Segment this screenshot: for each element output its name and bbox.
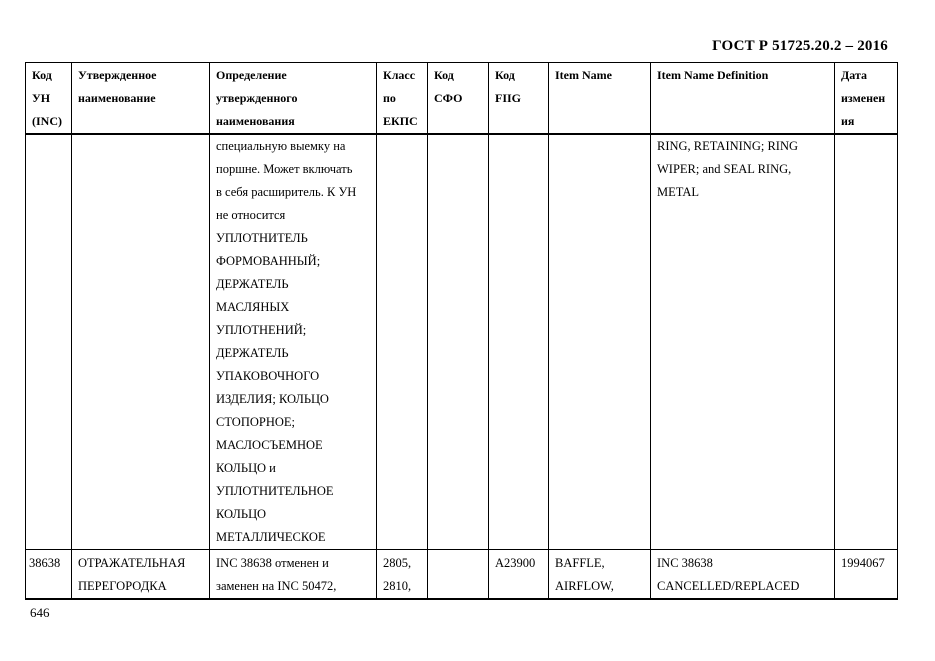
cell-class: 2805, 2810, (377, 550, 428, 600)
col-header-approved-name: Утвержденное наименование (72, 63, 210, 135)
cell-item-name (549, 134, 651, 550)
col-header-class: Класс по ЕКПС (377, 63, 428, 135)
table-header-row (26, 63, 898, 135)
col-header-item-name: Item Name (549, 63, 651, 135)
col-header-inc: Код УН (INC) (26, 63, 72, 135)
cell-sfo (428, 550, 489, 600)
cell-fiig (489, 134, 549, 550)
cell-class (377, 134, 428, 550)
col-header-definition: Определение утвержденного наименования (210, 63, 377, 135)
cell-date: 1994067 (835, 550, 898, 600)
col-header-sfo: Код СФО (428, 63, 489, 135)
cell-inc (26, 134, 72, 550)
cell-definition: INC 38638 отменен и заменен на INC 50472, (210, 550, 377, 600)
cell-inc: 38638 (26, 550, 72, 600)
document-code: ГОСТ Р 51725.20.2 – 2016 (712, 38, 888, 54)
col-header-item-name-definition: Item Name Definition (651, 63, 835, 135)
table-row (26, 134, 898, 550)
page-number: 646 (30, 605, 50, 620)
classification-table (25, 62, 898, 600)
cell-fiig: A23900 (489, 550, 549, 600)
cell-item-name-definition: INC 38638 CANCELLED/REPLACED (651, 550, 835, 600)
col-header-date: Дата изменен ия (835, 63, 898, 135)
cell-approved-name (72, 134, 210, 550)
cell-definition: специальную выемку на поршне. Может включать в себя расширитель. К УН не относится УПЛОТНИТЕЛЬ ФОРМОВАННЫЙ; ДЕРЖАТЕЛЬ МАСЛЯНЫХ УПЛОТНЕНИЙ; ДЕРЖАТЕЛЬ УПАКОВОЧНОГО ИЗДЕЛИЯ; КОЛЬЦО СТОПОРНОЕ; МАСЛОСЪЕМНОЕ КОЛЬЦО и УПЛОТНИТЕЛЬНОЕ КОЛЬЦО МЕТАЛЛИЧЕСКОЕ (210, 134, 377, 550)
col-header-fiig: Код FIIG (489, 63, 549, 135)
cell-item-name: BAFFLE, AIRFLOW, (549, 550, 651, 600)
cell-sfo (428, 134, 489, 550)
table-row (26, 550, 898, 600)
cell-date (835, 134, 898, 550)
cell-approved-name: ОТРАЖАТЕЛЬНАЯ ПЕРЕГОРОДКА (72, 550, 210, 600)
cell-item-name-definition: RING, RETAINING; RING WIPER; and SEAL RING, METAL (651, 134, 835, 550)
